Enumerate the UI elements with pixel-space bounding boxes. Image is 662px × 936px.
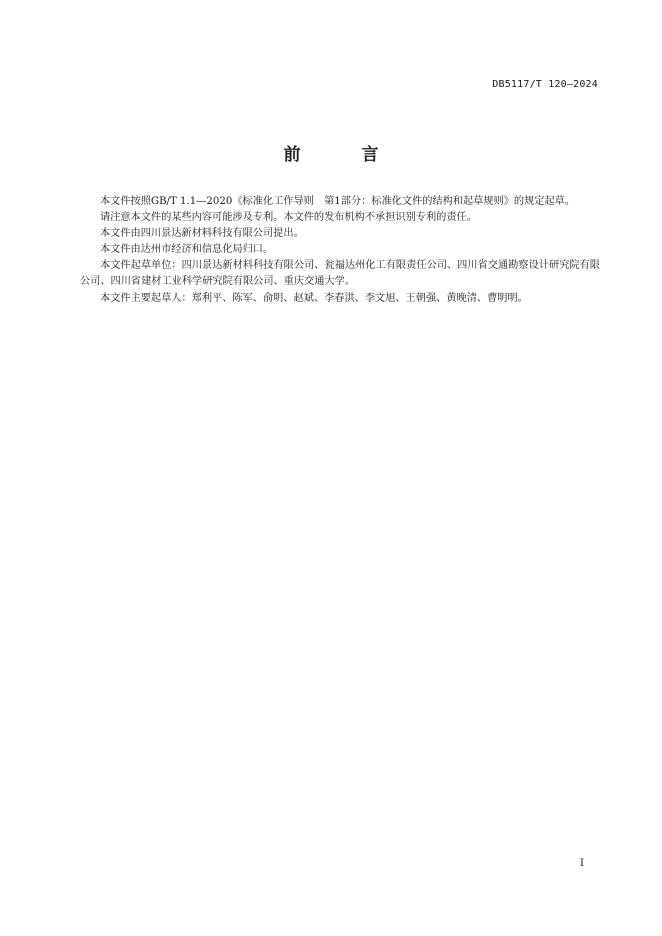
paragraph-centralized-management: 本文件由达州市经济和信息化局归口。 [100,244,274,256]
paragraph-drafting-organizations: 本文件起草单位：四川景达新材料科技有限公司、瓮福达州化工有限责任公司、四川省交通勘察设计研究院有限公司、四川省建材工业科学研究院有限公司、重庆交通大学。 [80,260,600,288]
page-title: 前 言 [283,145,401,165]
document-code: DB5117/T 120—2024 [492,79,598,90]
paragraph-proposer: 本文件由四川景达新材料科技有限公司提出。 [100,228,304,240]
paragraph-patent-notice: 请注意本文件的某些内容可能涉及专利。本文件的发布机构不承担识别专利的责任。 [100,212,477,224]
paragraph-main-drafters: 本文件主要起草人：郑利平、陈军、俞明、赵斌、李春洪、李文旭、王朝强、黄晚清、曹明明。 [100,292,528,304]
foreword-body [80,194,600,307]
page-number: I [580,858,584,869]
paragraph-drafting-basis: 本文件按照GB/T 1.1—2020《标准化工作导则 第1部分：标准化文件的结构和起草规则》的规定起草。 [100,196,576,207]
